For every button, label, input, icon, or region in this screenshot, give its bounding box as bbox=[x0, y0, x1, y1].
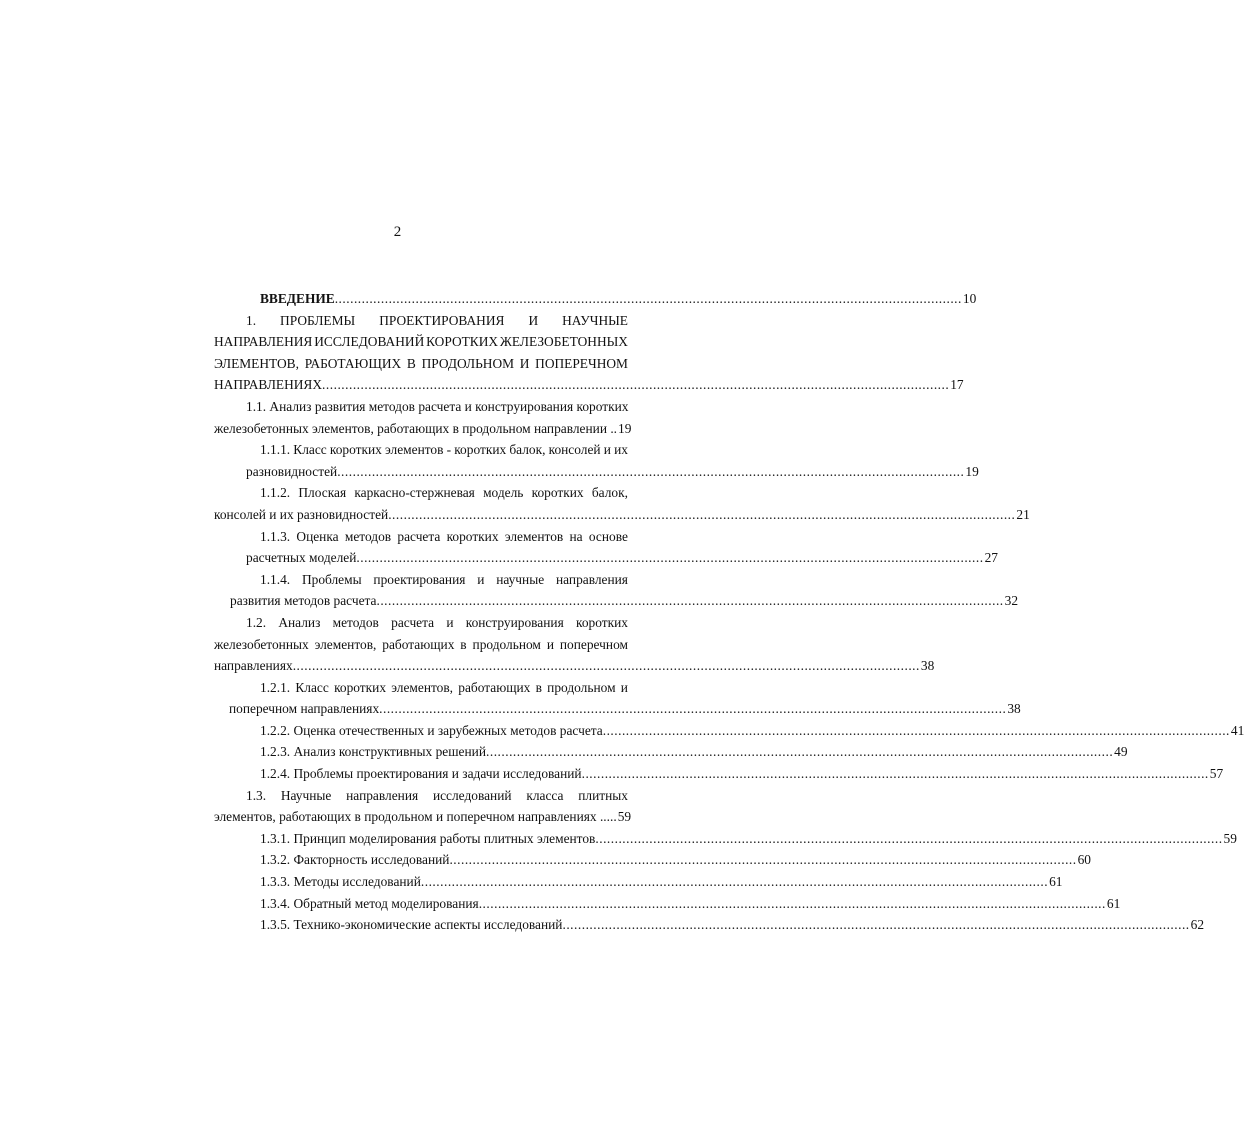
toc-line bbox=[214, 720, 1244, 742]
toc-entry-title: НАПРАВЛЕНИЯХ bbox=[214, 377, 323, 393]
toc-word: конструирования bbox=[465, 614, 564, 630]
toc-entry-1-3-3[interactable] bbox=[214, 871, 1063, 893]
toc-entry-1-1-2[interactable] bbox=[214, 482, 1030, 525]
toc-word: и bbox=[620, 679, 628, 695]
toc-word: 1.2.1. bbox=[260, 679, 291, 695]
toc-page-number: 62 bbox=[1190, 917, 1205, 933]
toc-word: работающих bbox=[458, 679, 531, 695]
toc-leader-dots: ................................................................................................................................................................... bbox=[581, 766, 1209, 782]
toc-word: коротких bbox=[446, 528, 499, 544]
toc-word: балок, bbox=[591, 485, 628, 501]
toc-entry-title: 1.3.1. Принцип моделирования работы плитных элементов bbox=[260, 830, 596, 846]
toc-entry-title: развития методов расчета bbox=[230, 593, 377, 609]
toc-line bbox=[214, 871, 1063, 893]
toc-line bbox=[214, 655, 935, 677]
toc-line bbox=[214, 504, 1030, 526]
toc-word: Анализ bbox=[278, 614, 321, 630]
toc-entry-1-3-5[interactable] bbox=[214, 914, 1205, 936]
toc-line bbox=[214, 288, 977, 310]
toc-word: Класс bbox=[295, 679, 329, 695]
toc-entry-1-3-4[interactable] bbox=[214, 893, 1121, 915]
toc-line bbox=[214, 310, 628, 332]
toc-word: и bbox=[446, 614, 454, 630]
toc-word: - bbox=[446, 442, 452, 458]
toc-entry-title: 1.2.2. Оценка отечественных и зарубежных методов расчета bbox=[260, 722, 603, 738]
toc-word: НАПРАВЛЕНИЯ bbox=[214, 334, 313, 350]
toc-line bbox=[214, 634, 628, 656]
toc-line bbox=[214, 590, 1019, 612]
page-number: 2 bbox=[393, 224, 402, 240]
toc-word: направления bbox=[346, 787, 419, 803]
toc-page-number: 10 bbox=[962, 291, 977, 306]
toc-page-number: 61 bbox=[1049, 874, 1063, 890]
toc-entry-title: элементов, работающих в продольном и поперечном направлениях ..... bbox=[214, 809, 617, 825]
toc-word: 1. bbox=[246, 312, 257, 328]
toc-page-number: 49 bbox=[1114, 744, 1128, 760]
toc-leader-dots: ................................................................................................................................................................... bbox=[449, 852, 1077, 868]
toc-word: И bbox=[528, 312, 539, 328]
toc-entry-title: консолей и их разновидностей bbox=[214, 506, 389, 522]
toc-word: НАУЧНЫЕ bbox=[562, 312, 628, 328]
toc-page-number: 59 bbox=[617, 809, 632, 825]
toc-line bbox=[214, 396, 628, 418]
toc-word: класса bbox=[526, 787, 564, 803]
toc-page-number: 59 bbox=[1223, 830, 1237, 846]
toc-leader-dots: ................................................................................................................................................................... bbox=[595, 830, 1223, 846]
toc-entry-title: 1.3.5. Технико-экономические аспекты исследований bbox=[260, 917, 563, 933]
toc-word: методов bbox=[344, 528, 392, 544]
toc-leader-dots: ................................................................................................................................................................... bbox=[356, 550, 984, 566]
toc-word: ПРОДОЛЬНОМ bbox=[421, 355, 515, 371]
toc-word: 1.1. Анализ развития методов расчета и конструирования коротких bbox=[246, 398, 629, 414]
toc-word: и bbox=[546, 636, 554, 652]
toc-word: 1.1.1. bbox=[260, 442, 291, 458]
toc-word: и bbox=[477, 571, 485, 587]
toc-word: плитных bbox=[578, 787, 628, 803]
toc-word: Проблемы bbox=[301, 571, 362, 587]
toc-line bbox=[214, 741, 1128, 763]
toc-leader-dots: ................................................................................................................................................................... bbox=[334, 291, 962, 306]
toc-line bbox=[214, 806, 632, 828]
toc-line bbox=[214, 612, 628, 634]
toc-entry-1-3-2[interactable] bbox=[214, 849, 1091, 871]
toc-line bbox=[214, 353, 628, 375]
toc-word: Класс bbox=[293, 442, 327, 458]
toc-page-number: 41 bbox=[1230, 722, 1244, 738]
toc-word: ИССЛЕДОВАНИЙ bbox=[314, 334, 425, 350]
toc-word: их bbox=[614, 442, 628, 458]
toc-word: каркасно-стержневая bbox=[354, 485, 475, 501]
toc-line bbox=[214, 569, 628, 591]
toc-entry-1-1-4[interactable] bbox=[214, 569, 1019, 612]
toc-leader-dots: ................................................................................................................................................................... bbox=[478, 895, 1106, 911]
toc-word: продольном bbox=[547, 679, 616, 695]
toc-word: на bbox=[569, 528, 583, 544]
toc-page-number: 57 bbox=[1209, 766, 1224, 782]
toc-leader-dots: ................................................................................................................................................................... bbox=[420, 874, 1049, 890]
toc-entry-title: разновидностей bbox=[246, 463, 338, 479]
toc-word: 1.1.3. bbox=[260, 528, 291, 544]
toc-line bbox=[214, 763, 1224, 785]
toc-word: 1.1.4. bbox=[260, 571, 291, 587]
toc-word: ЭЛЕМЕНТОВ, bbox=[214, 355, 299, 371]
toc-leader-dots: ................................................................................................................................................................... bbox=[376, 593, 1004, 609]
table-of-contents bbox=[214, 288, 1244, 936]
toc-leader-dots: ................................................................................................................................................................... bbox=[292, 658, 920, 674]
toc-line bbox=[214, 461, 979, 483]
toc-word: коротких bbox=[334, 679, 387, 695]
toc-entry-1-1-1[interactable] bbox=[214, 439, 979, 482]
toc-line bbox=[214, 828, 1237, 850]
toc-leader-dots: ................................................................................................................................................................... bbox=[388, 506, 1016, 522]
toc-entry-title: 1.2.4. Проблемы проектирования и задачи исследований bbox=[260, 766, 582, 782]
toc-entry-title: направлениях bbox=[214, 658, 293, 674]
toc-page-number: 19 bbox=[965, 463, 979, 479]
toc-leader-dots: ................................................................................................................................................................... bbox=[337, 463, 965, 479]
toc-word: поперечном bbox=[559, 636, 628, 652]
toc-entry-title: 1.3.3. Методы исследований bbox=[260, 874, 421, 890]
toc-word: 1.2. bbox=[246, 614, 267, 630]
toc-page-number: 21 bbox=[1016, 506, 1030, 522]
toc-entry-title: 1.3.2. Факторность исследований bbox=[260, 852, 450, 868]
toc-page-number: 61 bbox=[1106, 895, 1121, 911]
toc-word: коротких bbox=[576, 614, 628, 630]
toc-word: балок, bbox=[509, 442, 546, 458]
toc-line bbox=[214, 914, 1205, 936]
toc-word: 1.1.2. bbox=[260, 485, 291, 501]
toc-leader-dots: ................................................................................................................................................................... bbox=[486, 744, 1114, 760]
toc-line bbox=[214, 439, 628, 461]
toc-page-number: 60 bbox=[1077, 852, 1091, 868]
toc-word: исследований bbox=[432, 787, 512, 803]
toc-leader-dots: ................................................................................................................................................................... bbox=[322, 377, 950, 393]
toc-line bbox=[214, 698, 1021, 720]
toc-entry-1-2-2[interactable] bbox=[214, 720, 1244, 742]
toc-line bbox=[214, 482, 628, 504]
toc-line bbox=[214, 547, 998, 569]
toc-page-number: 38 bbox=[1007, 701, 1021, 717]
toc-word: в bbox=[535, 679, 542, 695]
toc-word: работающих bbox=[382, 636, 455, 652]
toc-leader-dots: ................................................................................................................................................................... bbox=[562, 917, 1190, 933]
toc-word: ПРОБЛЕМЫ bbox=[280, 312, 356, 328]
toc-entry-1-3[interactable] bbox=[214, 785, 632, 828]
toc-word: коротких bbox=[454, 442, 507, 458]
toc-entry-1-1-3[interactable] bbox=[214, 526, 998, 569]
toc-word: элементов, bbox=[314, 636, 377, 652]
toc-entry-introduction[interactable] bbox=[214, 288, 977, 310]
toc-line bbox=[214, 374, 964, 396]
toc-entry-chapter-1[interactable] bbox=[214, 310, 964, 396]
toc-entry-1-2-4[interactable] bbox=[214, 763, 1224, 785]
toc-entry-1-3-1[interactable] bbox=[214, 828, 1237, 850]
toc-entry-title: железобетонных элементов, работающих в продольном направлении .. bbox=[214, 420, 618, 436]
toc-word: В bbox=[406, 355, 416, 371]
toc-word: научные bbox=[496, 571, 545, 587]
toc-line bbox=[214, 785, 628, 807]
toc-word: консолей bbox=[548, 442, 601, 458]
toc-line bbox=[214, 418, 632, 440]
toc-entry-title: 1.3.4. Обратный метод моделирования bbox=[260, 895, 479, 911]
toc-word: И bbox=[519, 355, 530, 371]
toc-word: КОРОТКИХ bbox=[426, 334, 499, 350]
toc-entry-1-2-3[interactable] bbox=[214, 741, 1128, 763]
toc-word: продольном bbox=[472, 636, 541, 652]
toc-word: коротких bbox=[531, 485, 584, 501]
toc-page-number: 27 bbox=[984, 550, 998, 566]
toc-word: РАБОТАЮЩИХ bbox=[304, 355, 402, 371]
toc-entry-title: ВВЕДЕНИЕ bbox=[260, 291, 335, 306]
toc-word: 1.3. bbox=[246, 787, 267, 803]
toc-word: ЖЕЛЕЗОБЕТОННЫХ bbox=[499, 334, 628, 350]
toc-word: элементов bbox=[504, 528, 564, 544]
toc-word: проектирования bbox=[373, 571, 466, 587]
toc-word: железобетонных bbox=[214, 636, 309, 652]
toc-line bbox=[214, 849, 1091, 871]
toc-word: элементов, bbox=[391, 679, 454, 695]
toc-word: расчета bbox=[391, 614, 435, 630]
toc-leader-dots: ................................................................................................................................................................... bbox=[602, 722, 1230, 738]
toc-word: Плоская bbox=[298, 485, 347, 501]
toc-entry-title: 1.2.3. Анализ конструктивных решений bbox=[260, 744, 486, 760]
toc-page-number: 19 bbox=[618, 420, 632, 436]
toc-page-number: 38 bbox=[920, 658, 935, 674]
toc-page-number: 32 bbox=[1004, 593, 1019, 609]
toc-word: элементов bbox=[385, 442, 444, 458]
toc-line bbox=[214, 677, 628, 699]
toc-entry-title: поперечном направлениях bbox=[229, 701, 380, 717]
toc-word: и bbox=[603, 442, 611, 458]
toc-entry-1-1[interactable] bbox=[214, 396, 632, 439]
toc-word: Научные bbox=[280, 787, 332, 803]
toc-line bbox=[214, 331, 628, 353]
toc-line bbox=[214, 526, 628, 548]
toc-word: основе bbox=[588, 528, 628, 544]
toc-word: в bbox=[460, 636, 467, 652]
toc-word: коротких bbox=[329, 442, 382, 458]
toc-word: Оценка bbox=[296, 528, 339, 544]
toc-word: расчета bbox=[397, 528, 441, 544]
toc-word: методов bbox=[332, 614, 379, 630]
toc-word: направления bbox=[555, 571, 628, 587]
toc-entry-1-2[interactable] bbox=[214, 612, 935, 677]
toc-entry-title: расчетных моделей bbox=[246, 550, 357, 566]
toc-word: ПОПЕРЕЧНОМ bbox=[535, 355, 628, 371]
toc-leader-dots: ................................................................................................................................................................... bbox=[379, 701, 1007, 717]
toc-line bbox=[214, 893, 1121, 915]
toc-word: модель bbox=[483, 485, 524, 501]
toc-entry-1-2-1[interactable] bbox=[214, 677, 1021, 720]
toc-word: ПРОЕКТИРОВАНИЯ bbox=[379, 312, 505, 328]
toc-page-number: 17 bbox=[950, 377, 964, 393]
